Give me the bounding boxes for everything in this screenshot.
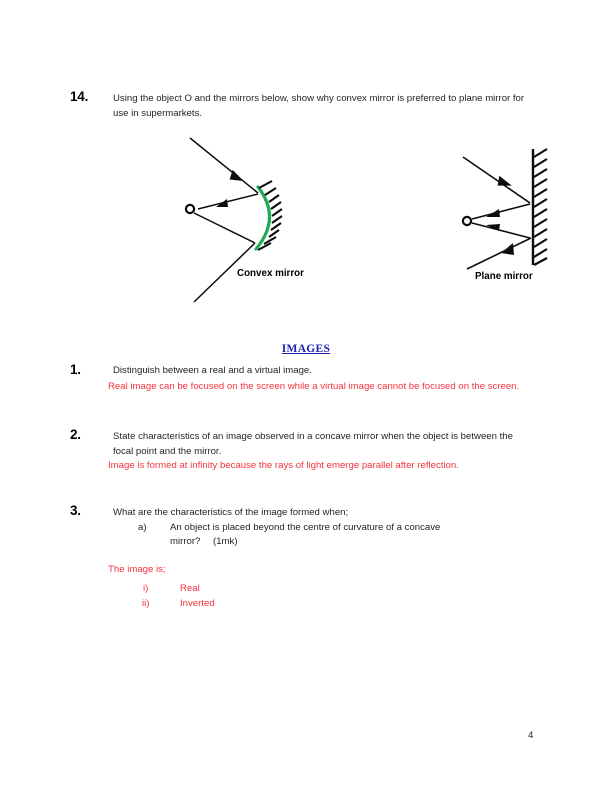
question-3-part-a-text: An object is placed beyond the centre of curvature of a concave <box>170 522 441 533</box>
plane-object-point <box>463 217 471 225</box>
question-3-part-a-marks: (1mk) <box>213 536 238 547</box>
plane-mirror-diagram <box>455 145 565 275</box>
convex-object-point <box>186 205 194 213</box>
question-3-text: What are the characteristics of the image formed when; <box>113 507 349 518</box>
page-number: 4 <box>528 730 534 741</box>
convex-incident-upper-ray <box>190 138 258 193</box>
plane-reflected-lower-ray <box>472 223 530 238</box>
question-3-answer-item-2-label: ii) <box>142 598 150 609</box>
plane-reflected-upper-ray <box>472 204 530 219</box>
question-14-number: 14. <box>70 89 89 104</box>
question-3-answer-item-2-value: Inverted <box>180 598 215 609</box>
plane-mirror-hatching <box>534 149 547 265</box>
question-1-answer: Real image can be focused on the screen while a virtual image cannot be focused on the screen. <box>108 381 520 392</box>
question-14-text: Using the object O and the mirrors below, show why convex mirror is preferred to plane mirror for use in supermarkets. <box>113 93 525 119</box>
question-3-part-a-continuation: mirror? <box>170 536 201 547</box>
plane-mirror-label: Plane mirror <box>475 271 533 282</box>
question-2-text: State characteristics of an image observed in a concave mirror when the object is between the focal point and the mirror. <box>113 431 513 457</box>
convex-mirror-surface <box>256 187 270 249</box>
convex-reflected-upper-ray <box>198 194 258 209</box>
question-3-answer-item-1-label: i) <box>143 583 149 594</box>
convex-mirror-diagram <box>170 130 310 310</box>
question-3-number: 3. <box>70 503 81 518</box>
question-3-part-a-label: a) <box>138 522 147 533</box>
question-2-answer: Image is formed at infinity because the rays of light emerge parallel after reflection. <box>108 460 459 471</box>
section-heading-images <box>0 343 612 355</box>
question-3-answer-lead: The image is; <box>108 564 166 575</box>
question-3-answer-item-1-value: Real <box>180 583 200 594</box>
plane-incident-lower-ray <box>467 238 531 269</box>
question-1-number: 1. <box>70 362 81 377</box>
question-2-number: 2. <box>70 427 81 442</box>
question-1-text: Distinguish between a real and a virtual image. <box>113 365 312 376</box>
section-heading-text: IMAGES <box>281 343 331 355</box>
plane-incident-upper-ray <box>463 157 530 203</box>
convex-mirror-label: Convex mirror <box>237 268 304 279</box>
convex-reflected-lower-ray <box>194 213 255 243</box>
